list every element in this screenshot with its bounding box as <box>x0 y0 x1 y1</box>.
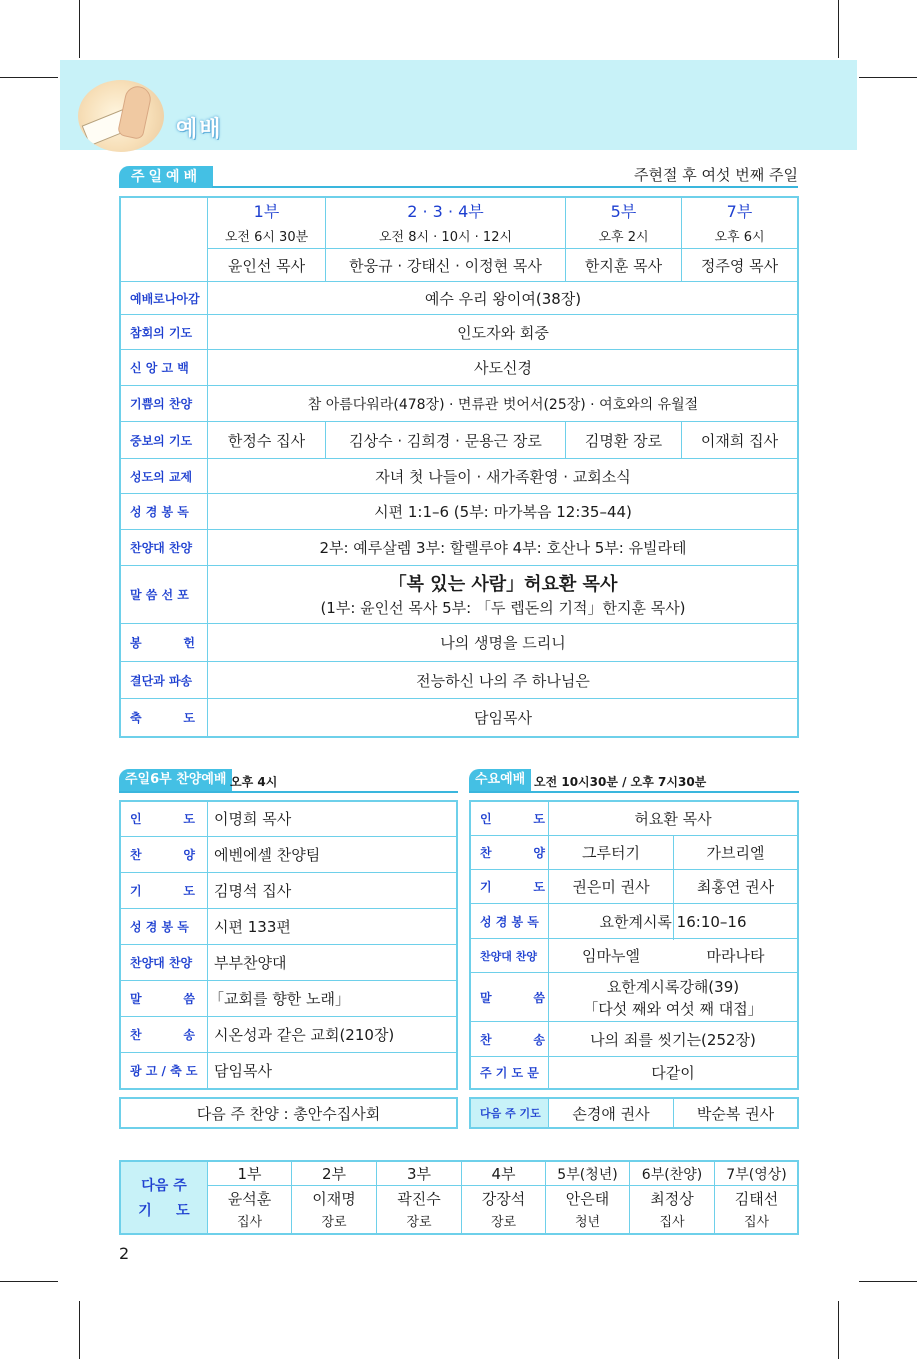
page-title: 예배 <box>176 117 223 142</box>
crop-mark <box>859 77 917 78</box>
row-value: 예수 우리 왕이여(38장) <box>424 289 582 308</box>
row-value: 허요환 목사 <box>634 809 712 828</box>
row-label: 찬양대 찬양 <box>130 541 193 555</box>
next-prayer-name: 손경애 권사 <box>572 1104 650 1123</box>
prayer-name: 이재명 <box>312 1189 356 1208</box>
row-value: 인도자와 회중 <box>457 323 549 342</box>
row-value: 담임목사 <box>214 1062 272 1080</box>
crop-mark <box>838 1301 839 1359</box>
divider <box>207 248 799 249</box>
row-value: 부부찬양대 <box>214 954 287 972</box>
crop-mark <box>859 1281 917 1282</box>
row-value: 마라나타 <box>706 947 765 965</box>
service-name: 2 · 3 · 4부 <box>407 201 484 221</box>
divider <box>119 565 799 566</box>
row-value: 임마누엘 <box>582 947 640 965</box>
next-prayer-name: 박순복 권사 <box>696 1104 775 1123</box>
prayer-service: 5부(청년) <box>557 1166 618 1183</box>
row-label: 찬 양 <box>130 848 195 862</box>
row-label: 봉 헌 <box>130 636 195 650</box>
evening-section-tag: 주일6부 찬양예배 <box>119 769 232 791</box>
praying-hands-bible-image <box>78 80 164 152</box>
row-label: 성 경 봉 독 <box>130 920 189 934</box>
row-value: 이명희 목사 <box>214 810 292 828</box>
row-value: 김명석 집사 <box>214 882 292 900</box>
row-label: 찬양대 찬양 <box>480 949 537 963</box>
row-value: 「교회를 향한 노래」 <box>209 990 350 1008</box>
row-value: 가브리엘 <box>706 844 765 862</box>
crop-mark <box>0 77 58 78</box>
prayer-name: 강장석 <box>481 1189 526 1208</box>
row-label: 찬 송 <box>130 1028 195 1042</box>
section-rule <box>212 186 798 188</box>
service-pastor: 정주영 목사 <box>700 256 779 275</box>
row-value: 시온성과 같은 교회(210장) <box>214 1026 395 1044</box>
section-rule <box>469 791 799 793</box>
prayer-title: 청년 <box>574 1214 601 1230</box>
service-time: 오전 8시 · 10시 · 12시 <box>378 229 513 245</box>
row-value: 나의 생명을 드리니 <box>440 634 566 652</box>
evening-time: 오후 4시 <box>230 775 278 789</box>
row-value: 시편 1:1–6 (5부: 마가복음 12:35–44) <box>374 503 632 521</box>
row-value: 최홍연 권사 <box>696 878 775 896</box>
prayer-title: 집사 <box>236 1214 263 1230</box>
row-value: 담임목사 <box>474 709 532 727</box>
sunday-section-tag: 주일예배 <box>119 166 213 188</box>
prayer-title: 집사 <box>743 1214 770 1230</box>
row-value: 2부: 예루살렘 3부: 할렐루야 4부: 호산나 5부: 유빌라테 <box>319 539 687 557</box>
row-label: 광 고 / 축 도 <box>130 1064 198 1078</box>
prayer-title: 장로 <box>321 1214 347 1230</box>
next-hymn: 다음 주 찬양 : 총안수집사회 <box>196 1104 381 1123</box>
sermon-title: 「복 있는 사람」허요환 목사 <box>388 574 618 595</box>
row-value: 사도신경 <box>474 359 532 377</box>
row-label: 성 경 봉 독 <box>130 505 189 519</box>
divider <box>207 800 208 1090</box>
page-number: 2 <box>119 1244 130 1263</box>
row-value: 김명환 장로 <box>584 431 663 450</box>
prayer-service: 1부 <box>237 1165 262 1183</box>
row-value: 요한계시록강해(39) <box>606 977 740 996</box>
divider <box>207 1185 799 1186</box>
section-rule <box>119 791 458 793</box>
prayer-name: 곽진수 <box>397 1189 441 1208</box>
service-time: 오후 6시 <box>714 229 765 245</box>
crop-mark <box>79 1301 80 1359</box>
service-pastor: 한웅규 · 강태신 · 이정현 목사 <box>349 256 542 275</box>
row-label: 인 도 <box>480 811 545 826</box>
row-value: 권은미 권사 <box>572 878 650 896</box>
row-label: 인 도 <box>130 812 195 826</box>
prayer-service: 6부(찬양) <box>641 1166 703 1183</box>
row-value: 자녀 첫 나들이 · 새가족환영 · 교회소식 <box>375 467 631 486</box>
row-value: 에벤에셀 찬양팀 <box>214 846 321 864</box>
row-label: 주 기 도 문 <box>480 1066 539 1080</box>
crop-mark <box>79 0 80 58</box>
service-time: 오후 2시 <box>598 229 649 245</box>
prayer-title: 집사 <box>659 1214 685 1230</box>
next-week-label: 기 도 <box>138 1203 190 1219</box>
praying-hands-shape <box>117 84 153 140</box>
service-name: 7부 <box>726 201 753 221</box>
row-value: 전능하신 나의 주 하나님은 <box>416 671 590 690</box>
service-name: 5부 <box>610 201 637 221</box>
label-bg <box>121 1162 207 1233</box>
prayer-service: 2부 <box>321 1165 347 1183</box>
week-label: 주현절 후 여섯 번째 주일 <box>634 166 798 184</box>
prayer-name: 김태선 <box>734 1189 779 1208</box>
prayer-title: 장로 <box>406 1214 432 1230</box>
prayer-service: 4부 <box>491 1165 516 1183</box>
row-label: 중보의 기도 <box>130 433 193 448</box>
next-week-label: 다음 주 <box>141 1178 187 1194</box>
row-label: 말 씀 <box>130 992 195 1006</box>
row-value: 요한계시록 16:10–16 <box>599 912 747 931</box>
row-value: 그루터기 <box>582 844 640 862</box>
row-value: 시편 133편 <box>214 918 291 936</box>
prayer-name: 안은태 <box>565 1189 610 1208</box>
row-label: 기 도 <box>130 884 195 898</box>
prayer-service: 3부 <box>406 1165 432 1183</box>
row-label: 성도의 교제 <box>130 469 193 484</box>
row-label: 기 도 <box>480 880 545 894</box>
row-label: 결단과 파송 <box>130 673 193 688</box>
row-value: 한정수 집사 <box>227 431 306 450</box>
row-value: 다같이 <box>651 1064 695 1082</box>
service-pastor: 윤인선 목사 <box>227 256 306 275</box>
row-label: 찬양대 찬양 <box>130 956 193 970</box>
prayer-service: 7부(영상) <box>726 1166 787 1183</box>
prayer-title: 장로 <box>490 1214 517 1230</box>
prayer-name: 최정상 <box>650 1189 694 1208</box>
crop-mark <box>838 0 839 58</box>
row-label: 예배로나아감 <box>130 291 200 306</box>
sermon-sub: (1부: 윤인선 목사 5부: 「두 렙돈의 기적」한지훈 목사) <box>320 598 686 617</box>
row-label: 성 경 봉 독 <box>480 914 539 929</box>
row-label: 기쁨의 찬양 <box>130 397 193 411</box>
row-label: 찬 송 <box>480 1032 545 1047</box>
service-name: 1부 <box>253 201 280 221</box>
row-value: 이재희 집사 <box>700 431 779 450</box>
row-label: 신 앙 고 백 <box>130 361 189 375</box>
row-label: 축 도 <box>130 711 195 725</box>
row-label: 말 씀 선 포 <box>130 588 189 602</box>
wednesday-section-tag: 수요예배 <box>469 769 531 791</box>
row-label: 찬 양 <box>480 846 545 860</box>
service-time: 오전 6시 30분 <box>224 229 309 245</box>
row-value: 참 아름다워라(478장) · 면류관 벗어서(25장) · 여호와의 유월절 <box>307 396 699 413</box>
prayer-name: 윤석훈 <box>227 1189 272 1208</box>
crop-mark <box>0 1281 58 1282</box>
row-label: 참회의 기도 <box>130 325 193 340</box>
wednesday-time: 오전 10시30분 / 오후 7시30분 <box>534 775 707 789</box>
row-value-sub: 「다섯 째와 여섯 째 대접」 <box>583 999 763 1018</box>
row-value: 나의 죄를 씻기는(252장) <box>590 1030 756 1049</box>
row-label: 말 씀 <box>480 990 545 1005</box>
service-pastor: 한지훈 목사 <box>584 256 663 275</box>
next-prayer-label: 다음 주 기도 <box>480 1107 541 1120</box>
row-value: 김상수 · 김희경 · 문용근 장로 <box>349 431 542 450</box>
